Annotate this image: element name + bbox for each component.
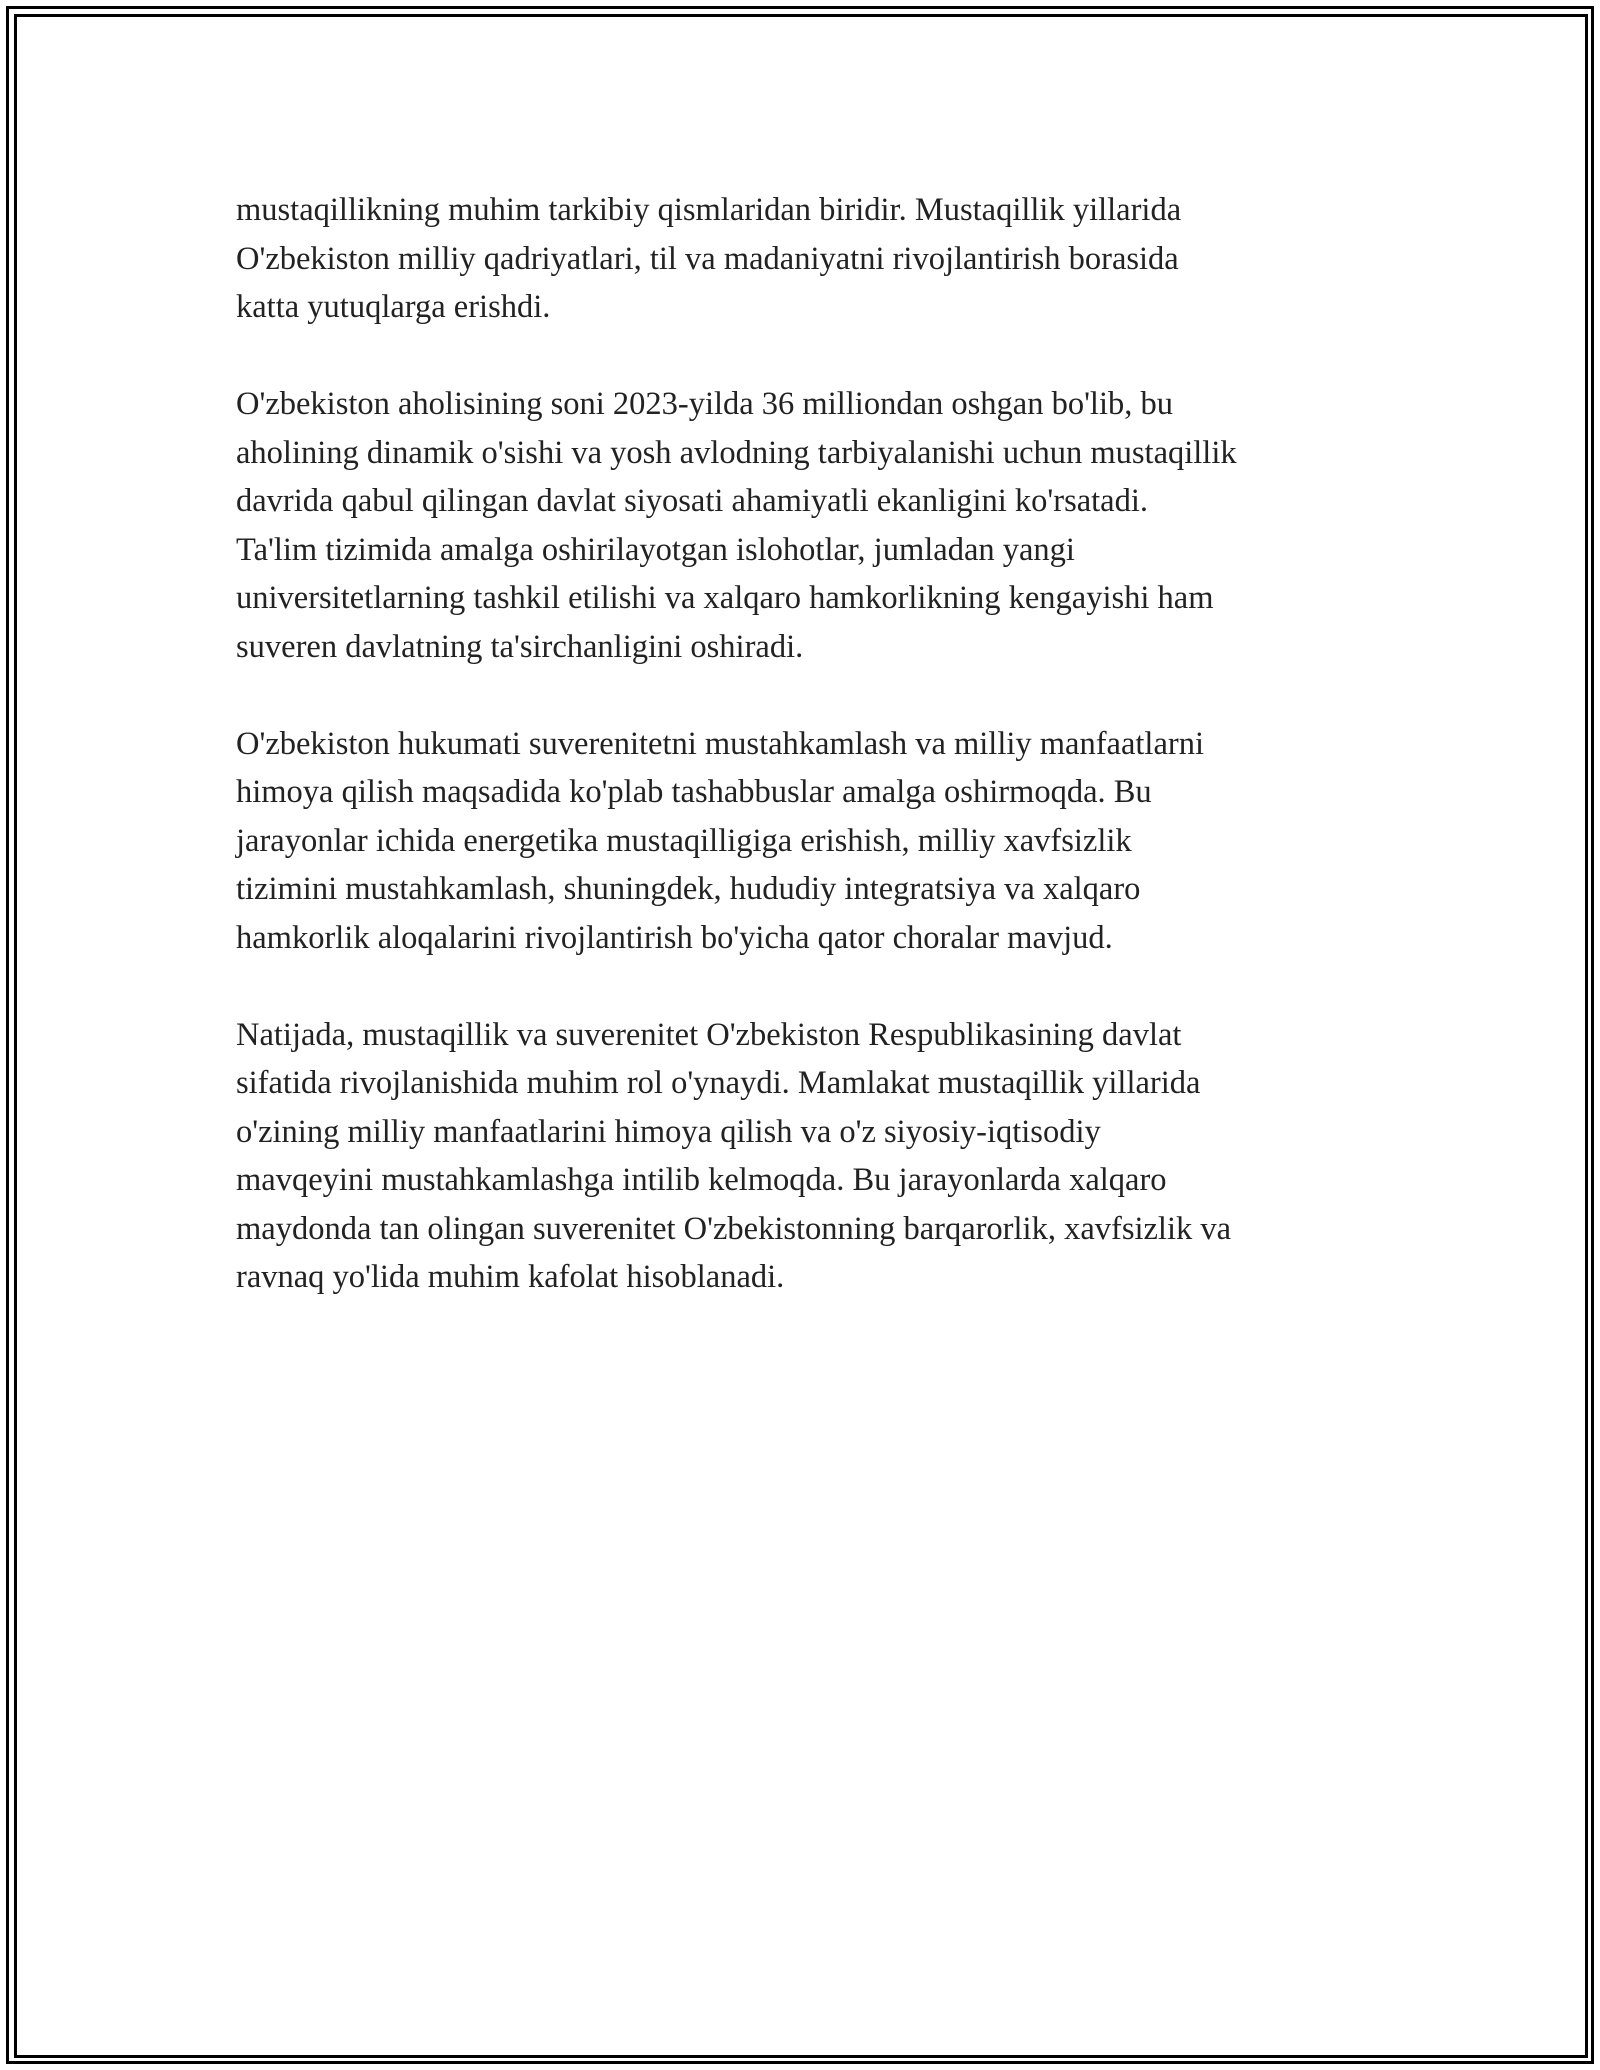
text-line: ravnaq yo'lida muhim kafolat hisoblanadi. [236,1259,785,1295]
text-line: himoya qilish maqsadida ko'plab tashabbuslar amalga oshirmoqda. Bu [236,774,1152,810]
paragraph-2 [236,380,1386,671]
text-line: O'zbekiston milliy qadriyatlari, til va madaniyatni rivojlantirish borasida [236,240,1179,277]
text-line: hamkorlik aloqalarini rivojlantirish bo'yicha qator choralar mavjud. [236,919,1113,956]
paragraph-3 [236,720,1386,963]
document-body [236,186,1386,1350]
text-line: sifatida rivojlanishida muhim rol o'ynaydi. Mamlakat mustaqillik yillarida [236,1065,1201,1101]
text-line: jarayonlar ichida energetika mustaqilligiga erishish, milliy xavfsizlik [236,822,1132,859]
text-line: o'zining milliy manfaatlarini himoya qilish va o'z siyosiy-iqtisodiy [236,1113,1101,1150]
paragraph-4 [236,1011,1386,1302]
text-line: tizimini mustahkamlash, shuningdek, hududiy integratsiya va xalqaro [236,871,1141,907]
paragraph-1 [236,186,1386,332]
text-line: O'zbekiston hukumati suverenitetni mustahkamlash va milliy manfaatlarni [236,725,1204,762]
text-line: maydonda tan olingan suverenitet O'zbekistonning barqarorlik, xavfsizlik va [236,1210,1232,1247]
text-line: Natijada, mustaqillik va suverenitet O'zbekiston Respublikasining davlat [236,1016,1182,1053]
text-line: Ta'lim tizimida amalga oshirilayotgan islohotlar, jumladan yangi [236,531,1075,568]
text-line: mustaqillikning muhim tarkibiy qismlaridan biridir. Mustaqillik yillarida [236,192,1182,228]
text-line: O'zbekiston aholisining soni 2023-yilda 36 milliondan oshgan bo'lib, bu [236,386,1173,422]
text-line: mavqeyini mustahkamlashga intilib kelmoqda. Bu jarayonlarda xalqaro [236,1162,1167,1198]
text-line: suveren davlatning ta'sirchanligini oshiradi. [236,628,804,665]
text-line: aholining dinamik o'sishi va yosh avlodning tarbiyalanishi uchun mustaqillik [236,434,1237,471]
text-line: davrida qabul qilingan davlat siyosati ahamiyatli ekanligini ko'rsatadi. [236,483,1149,519]
text-line: katta yutuqlarga erishdi. [236,289,551,325]
text-line: universitetlarning tashkil etilishi va xalqaro hamkorlikning kengayishi ham [236,580,1214,616]
